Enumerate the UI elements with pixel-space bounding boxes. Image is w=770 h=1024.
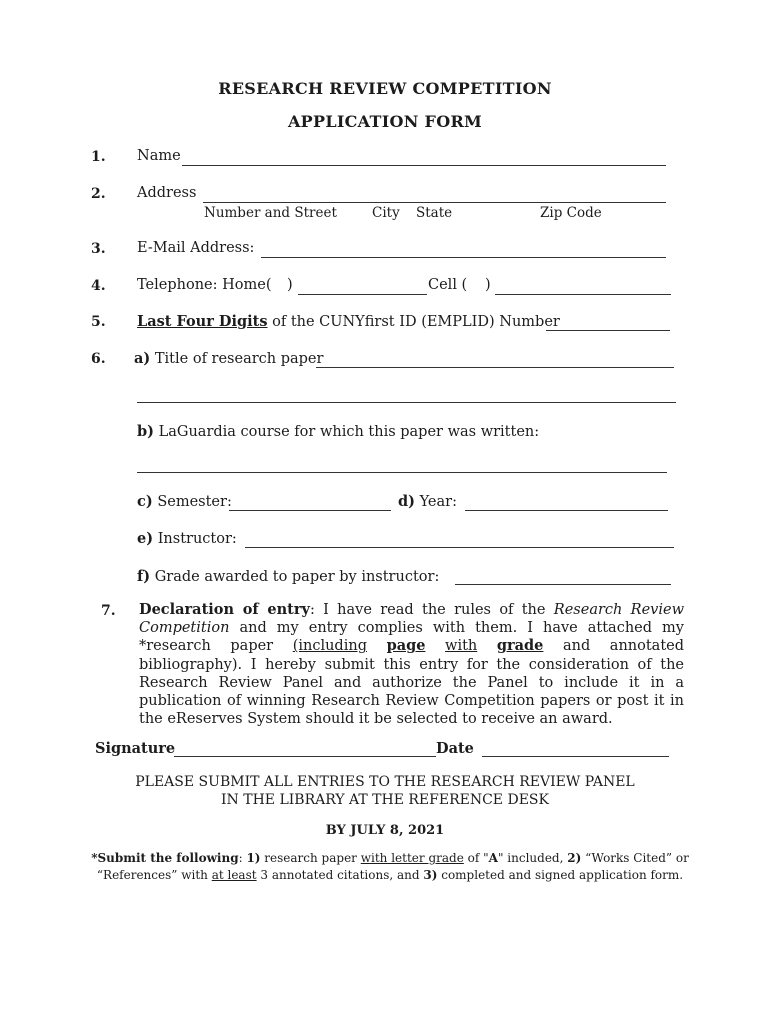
item-number-6: 6.	[91, 351, 106, 367]
deadline: BY JULY 8, 2021	[325, 823, 445, 838]
emplid-label	[137, 313, 560, 330]
date-label: Date	[436, 740, 474, 757]
address-state-caption: State	[416, 205, 453, 221]
declaration-text-2: and my entry complies with them. I have attached my *research paper	[139, 620, 684, 655]
declaration-heading: Declaration of entry	[139, 601, 310, 618]
item-number-3: 3.	[91, 241, 106, 257]
cell-phone-field[interactable]	[497, 277, 669, 293]
name-underline	[182, 165, 666, 166]
course-underline	[137, 472, 667, 473]
footnote-heading: *Submit the following	[91, 851, 239, 865]
declaration-text-1: : I have read the rules of the	[309, 602, 554, 618]
year-label	[398, 493, 457, 510]
title-underline	[316, 367, 674, 368]
grade-underline	[455, 584, 671, 585]
declaration-paragraph	[139, 601, 684, 728]
item-number-1: 1.	[91, 149, 106, 165]
home-phone-field[interactable]	[300, 277, 425, 293]
telephone-home-label: Telephone: Home(	[137, 277, 272, 293]
grade-field[interactable]	[457, 567, 669, 583]
footnote-item-3: 3)	[423, 868, 438, 882]
instructor-underline	[245, 547, 674, 548]
grade-text: Grade awarded to paper by instructor:	[154, 569, 440, 585]
email-label: E-Mail Address:	[137, 240, 255, 256]
signature-underline	[174, 756, 436, 757]
semester-label	[137, 493, 232, 510]
semester-field[interactable]	[231, 493, 389, 509]
footnote-item-2: 2)	[567, 851, 582, 865]
instructor-letter: e)	[137, 530, 154, 547]
instructor-field[interactable]	[247, 530, 672, 546]
title-label	[134, 350, 323, 367]
semester-text: Semester:	[157, 494, 232, 510]
instructor-label	[137, 530, 237, 547]
declaration-page: page	[386, 637, 426, 655]
home-area-code-field[interactable]	[268, 277, 286, 293]
footnote-text-4: “Works Cited” or “References” with	[96, 851, 689, 882]
signature-field[interactable]	[176, 739, 434, 755]
course-letter: b)	[137, 423, 154, 440]
declaration-including: (including	[292, 638, 367, 655]
telephone-cell-label: Cell (	[428, 277, 468, 293]
emplid-label-bold: Last Four Digits	[137, 313, 268, 330]
course-label	[137, 423, 539, 440]
date-field[interactable]	[484, 739, 667, 755]
title-second-underline	[137, 402, 676, 403]
instructor-text: Instructor:	[157, 531, 237, 547]
telephone-home-paren: )	[287, 277, 293, 293]
emplid-underline	[546, 330, 670, 331]
footnote-text-1: research paper	[260, 851, 361, 865]
form-subtitle: APPLICATION FORM	[287, 112, 483, 131]
year-field[interactable]	[467, 493, 666, 509]
address-label: Address	[137, 185, 197, 201]
grade-letter: f)	[137, 568, 151, 585]
footnote-text-2: of "	[463, 851, 489, 865]
declaration-text-3: and annotated bibliography). I hereby submit this entry for the consideration of the Research Review Panel and authorize the Panel to include it in a publication of winning Research Review Competition papers or post it in the eReserves System should it be selected to receive an award.	[139, 638, 685, 728]
item-number-2: 2.	[91, 186, 106, 202]
footnote-item-1: 1)	[246, 851, 261, 865]
footnote-text-6: completed and signed application form.	[437, 868, 684, 882]
telephone-home-underline	[298, 294, 427, 295]
course-text: LaGuardia course for which this paper was written:	[158, 424, 540, 440]
item-number-7: 7.	[101, 603, 116, 619]
declaration-competition-name: Research Review Competition	[139, 602, 684, 637]
signature-label: Signature	[95, 740, 176, 757]
declaration-with: with	[445, 638, 478, 655]
telephone-cell-underline	[495, 294, 671, 295]
footnote-letter-grade: with letter grade	[360, 851, 464, 865]
course-field[interactable]	[139, 455, 665, 471]
cell-area-code-field[interactable]	[467, 277, 485, 293]
title-second-field[interactable]	[139, 385, 674, 401]
title-letter: a)	[134, 350, 151, 367]
semester-underline	[229, 510, 391, 511]
item-number-5: 5.	[91, 314, 106, 330]
footnote-text-3: " included,	[497, 851, 568, 865]
year-underline	[465, 510, 668, 511]
year-letter: d)	[398, 493, 415, 510]
item-number-4: 4.	[91, 278, 106, 294]
footnote-grade-a: A	[488, 851, 498, 865]
submit-line-2: IN THE LIBRARY AT THE REFERENCE DESK	[221, 792, 549, 808]
name-label: Name	[137, 148, 181, 164]
footnote-colon: :	[238, 851, 247, 865]
year-text: Year:	[419, 494, 457, 510]
submit-line-1: PLEASE SUBMIT ALL ENTRIES TO THE RESEARCH REVIEW PANEL	[135, 774, 635, 790]
address-field[interactable]	[205, 185, 663, 201]
footnote-text-5: 3 annotated citations, and	[256, 868, 424, 882]
name-field[interactable]	[184, 148, 664, 164]
title-field[interactable]	[318, 350, 672, 366]
semester-letter: c)	[137, 493, 153, 510]
form-title: RESEARCH REVIEW COMPETITION	[218, 79, 552, 98]
grade-label	[137, 568, 439, 585]
telephone-cell-paren: )	[485, 277, 491, 293]
footnote	[80, 850, 700, 884]
footnote-at-least: at least	[211, 868, 257, 882]
address-zip-caption: Zip Code	[540, 205, 602, 221]
emplid-field[interactable]	[548, 313, 668, 329]
address-street-caption: Number and Street	[204, 205, 337, 221]
emplid-label-rest: of the CUNYfirst ID (EMPLID) Number	[272, 314, 560, 330]
address-city-caption: City	[372, 205, 400, 221]
declaration-grade: grade	[496, 637, 544, 655]
title-text: Title of research paper	[154, 351, 324, 367]
email-field[interactable]	[263, 240, 663, 256]
address-underline	[203, 202, 666, 203]
email-underline	[261, 257, 666, 258]
date-underline	[482, 756, 669, 757]
